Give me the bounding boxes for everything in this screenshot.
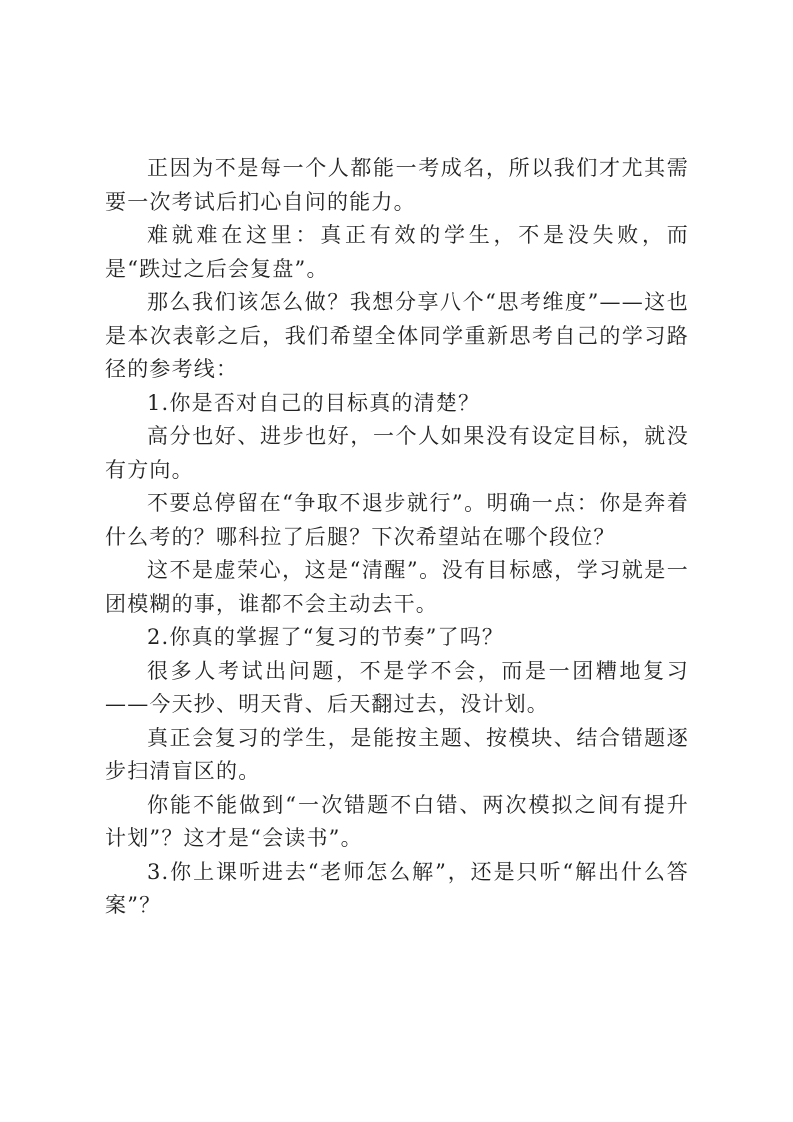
paragraph: 你能不能做到“一次错题不白错、两次模拟之间有提升计划”？这才是“会读书”。 xyxy=(105,792,689,850)
paragraph: 这不是虚荣心，这是“清醒”。没有目标感，学习就是一团模糊的事，谁都不会主动去干。 xyxy=(105,558,689,616)
paragraph: 那么我们该怎么做？我想分享八个“思考维度”——这也是本次表彰之后，我们希望全体同学重新思考自己的学习路径的参考线： xyxy=(105,290,689,381)
document-page xyxy=(105,152,689,923)
section-heading: 1.你是否对自己的目标真的清楚？ xyxy=(147,390,481,415)
section-heading: 2.你真的掌握了“复习的节奏”了吗？ xyxy=(147,625,505,649)
paragraph: 不要总停留在“争取不退步就行”。明确一点：你是奔着什么考的？哪科拉了后腿？下次希望站在哪个段位？ xyxy=(105,491,689,549)
paragraph: 正因为不是每一个人都能一考成名，所以我们才尤其需要一次考试后扪心自问的能力。 xyxy=(105,156,689,214)
paragraph: 很多人考试出问题，不是学不会，而是一团糟地复习——今天抄、明天背、后天翻过去，没计划。 xyxy=(105,658,689,716)
section-heading: 3.你上课听进去“老师怎么解”，还是只听“解出什么答案”？ xyxy=(105,859,689,917)
paragraph: 高分也好、进步也好，一个人如果没有设定目标，就没有方向。 xyxy=(105,424,689,482)
paragraph: 难就难在这里：真正有效的学生，不是没失败，而是“跌过之后会复盘”。 xyxy=(105,223,689,281)
paragraph: 真正会复习的学生，是能按主题、按模块、结合错题逐步扫清盲区的。 xyxy=(105,725,689,783)
